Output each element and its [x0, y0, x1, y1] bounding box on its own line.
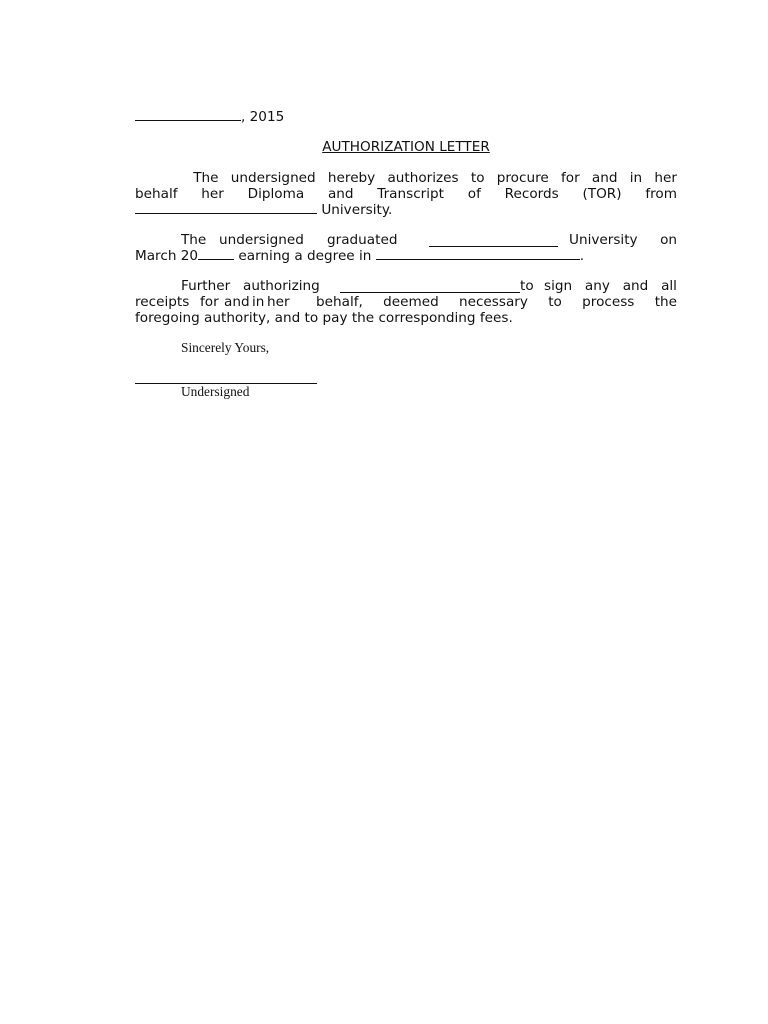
degree-text: earning a degree in	[234, 248, 376, 264]
date-blank	[135, 109, 241, 121]
word: Records	[504, 186, 559, 202]
word: on	[660, 232, 677, 248]
word: in	[252, 294, 265, 310]
letter-title: AUTHORIZATION LETTER	[322, 139, 490, 155]
paragraph3-line2-rest	[316, 294, 677, 310]
date-line	[135, 109, 284, 125]
date-year: , 2015	[241, 109, 285, 125]
word: to	[548, 294, 562, 310]
word: The	[181, 232, 207, 248]
year-blank	[198, 248, 234, 260]
word: for	[200, 294, 219, 310]
word: University	[569, 232, 638, 248]
period: .	[579, 248, 585, 264]
word: and	[622, 278, 649, 294]
paragraph2-line2	[135, 248, 677, 264]
word: undersigned	[230, 170, 316, 186]
word: The	[193, 170, 219, 186]
word: in	[629, 170, 643, 186]
word: receipts	[135, 294, 190, 310]
word: process	[582, 294, 635, 310]
word: to	[470, 170, 485, 186]
march-text: March 20	[135, 248, 199, 264]
word: graduated	[327, 232, 398, 248]
word: her	[654, 170, 677, 186]
paragraph1-line3-tail: University.	[317, 202, 393, 218]
word: any	[584, 278, 610, 294]
word: Further	[181, 278, 231, 294]
signature-label: Undersigned	[181, 384, 250, 399]
word: her	[267, 294, 290, 310]
paragraph1-line2	[135, 186, 677, 202]
word: (TOR)	[582, 186, 622, 202]
word: to	[520, 278, 534, 294]
word: the	[654, 294, 677, 310]
authorized-person-blank	[340, 281, 520, 293]
word: behalf	[135, 186, 178, 202]
word: authorizing	[243, 278, 320, 294]
word: and	[224, 294, 250, 310]
word: authorizes	[387, 170, 459, 186]
word: from	[645, 186, 677, 202]
degree-blank	[376, 248, 580, 260]
word: and	[591, 170, 618, 186]
word: procure	[496, 170, 549, 186]
word: Diploma	[247, 186, 305, 202]
paragraph1-line3	[135, 202, 677, 218]
word: of	[467, 186, 481, 202]
word: behalf,	[316, 294, 363, 310]
word: for	[560, 170, 580, 186]
graduated-university-blank	[429, 235, 558, 247]
word: her	[201, 186, 224, 202]
paragraph3-line3: foregoing authority, and to pay the corresponding fees.	[135, 310, 513, 326]
closing: Sincerely Yours,	[181, 340, 270, 355]
word: deemed	[383, 294, 439, 310]
word: hereby	[327, 170, 376, 186]
paragraph3-line1-rest	[544, 278, 677, 294]
word: all	[661, 278, 677, 294]
word: necessary	[458, 294, 528, 310]
paragraph1-line1	[135, 170, 677, 186]
word: sign	[544, 278, 573, 294]
word: undersigned	[219, 232, 304, 248]
university-blank	[135, 202, 317, 214]
word: and	[327, 186, 354, 202]
word: Transcript	[377, 186, 445, 202]
